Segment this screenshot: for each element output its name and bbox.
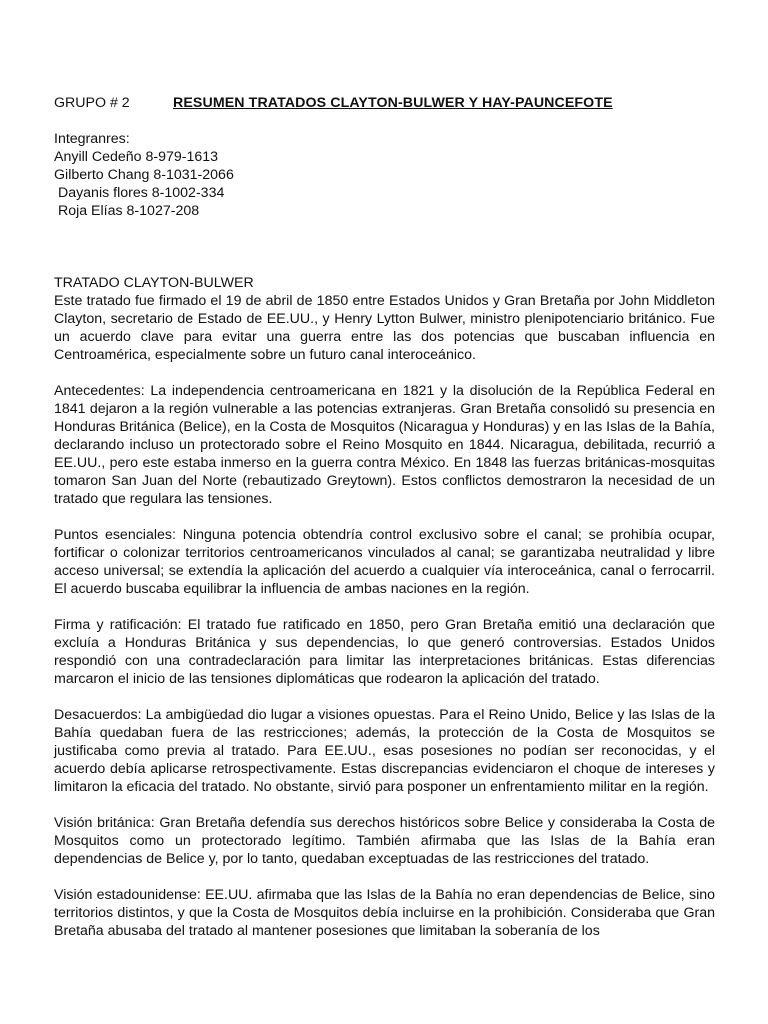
paragraph-antecedentes: Antecedentes: La independencia centroamericana en 1821 y la disolución de la República Federal en 1841 dejaron a la región vulnerable a las potencias extranjeras. Gran Bretaña consolidó su presencia en Honduras Británica (Belice), en la Costa de Mosquitos (Nicaragua y Honduras) y en las Islas de la Bahía, declarando incluso un protectorado sobre el Reino Mosquito en 1844. Nicaragua, debilitada, recurrió a EE.UU., pero este estaba inmerso en la guerra contra México. En 1848 las fuerzas británicas-mosquitas tomaron San Juan del Norte (rebautizado Greytown). Estos conflictos demostraron la necesidad de un tratado que regulara las tensiones. xyxy=(54,383,715,507)
member-item: Anyill Cedeño 8-979-1613 xyxy=(54,149,219,165)
section-heading: TRATADO CLAYTON-BULWER xyxy=(54,275,254,291)
document-header xyxy=(54,94,715,112)
group-label: GRUPO # 2 xyxy=(54,95,130,111)
paragraph-vision-britanica: Visión británica: Gran Bretaña defendía sus derechos históricos sobre Belice y consideraba la Costa de Mosquitos como un protectorado legítimo. También afirmaba que las Islas de la Bahía eran dependencias de Belice y, por lo tanto, quedaban exceptuadas de las restricciones del tratado. xyxy=(54,815,715,867)
paragraph-firma-ratificacion: Firma y ratificación: El tratado fue ratificado en 1850, pero Gran Bretaña emitió una declaración que excluía a Honduras Británica y sus dependencias, lo que generó controversias. Estados Unidos respondió con una contradeclaración para limitar las interpretaciones británicas. Estas diferencias marcaron el inicio de las tensiones diplomáticas que rodearon la aplicación del tratado. xyxy=(54,617,715,687)
document-page xyxy=(54,94,715,940)
paragraph-intro: Este tratado fue firmado el 19 de abril de 1850 entre Estados Unidos y Gran Bretaña por John Middleton Clayton, secretario de Estado de EE.UU., y Henry Lytton Bulwer, ministro plenipotenciario británico. Fue un acuerdo clave para evitar una guerra entre las dos potencias que buscaban influencia en Centroamérica, especialmente sobre un futuro canal interoceánico. xyxy=(54,293,715,363)
document-title: RESUMEN TRATADOS CLAYTON-BULWER Y HAY-PAUNCEFOTE xyxy=(173,95,613,111)
members-label: Integranres: xyxy=(54,131,130,147)
paragraph-desacuerdos: Desacuerdos: La ambigüedad dio lugar a visiones opuestas. Para el Reino Unido, Belice y las Islas de la Bahía quedaban fuera de las restricciones; además, la protección de la Costa de Mosquitos se justificaba como previa al tratado. Para EE.UU., esas posesiones no podían ser reconocidas, y el acuerdo debía aplicarse retrospectivamente. Estas discrepancias evidenciaron el choque de intereses y limitaron la eficacia del tratado. No obstante, sirvió para posponer un enfrentamiento militar en la región. xyxy=(54,707,715,795)
member-item: Roja Elías 8-1027-208 xyxy=(54,203,200,219)
member-item: Gilberto Chang 8-1031-2066 xyxy=(54,167,234,183)
paragraph-vision-estadounidense: Visión estadounidense: EE.UU. afirmaba que las Islas de la Bahía no eran dependencias de Belice, sino territorios distintos, y que la Costa de Mosquitos debía incluirse en la prohibición. Consideraba que Gran Bretaña abusaba del tratado al mantener posesiones que limitaban la soberanía de los xyxy=(54,887,715,939)
members-block xyxy=(54,130,715,220)
paragraph-puntos-esenciales: Puntos esenciales: Ninguna potencia obtendría control exclusivo sobre el canal; se prohibía ocupar, fortificar o colonizar territorios centroamericanos vinculados al canal; se garantizaba neutralidad y libre acceso universal; se extendía la aplicación del acuerdo a cualquier vía interoceánica, canal o ferrocarril. El acuerdo buscaba equilibrar la influencia de ambas naciones en la región. xyxy=(54,527,715,597)
member-item: Dayanis flores 8-1002-334 xyxy=(54,185,225,201)
